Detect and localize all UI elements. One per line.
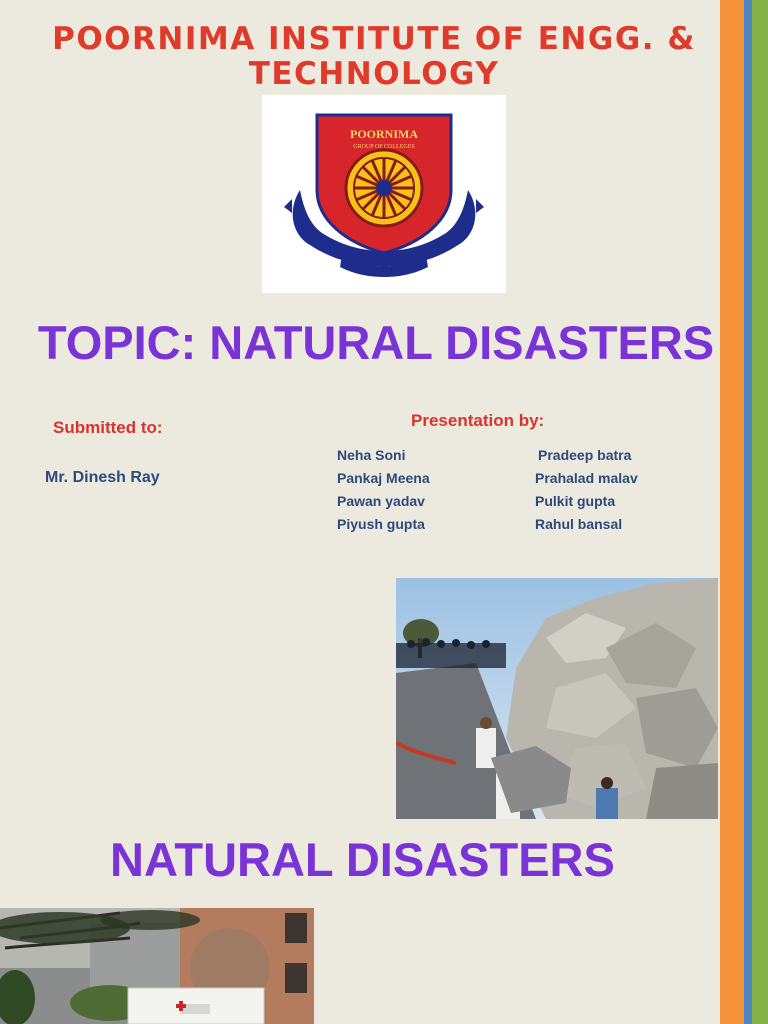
college-logo <box>262 95 506 293</box>
submitted-to-label: Submitted to: <box>53 418 163 437</box>
presenter-name: Piyush gupta <box>337 516 425 532</box>
decorative-side-stripes <box>720 0 768 1024</box>
submitted-to-name: Mr. Dinesh Ray <box>45 469 160 486</box>
topic-title: TOPIC: NATURAL DISASTERS <box>37 316 715 369</box>
presenter-name: Prahalad malav <box>535 470 638 486</box>
svg-text:POORNIMA: POORNIMA <box>350 127 418 141</box>
presentation-by-label: Presentation by: <box>411 411 545 430</box>
blue-stripe <box>744 0 752 1024</box>
section-title: NATURAL DISASTERS <box>110 833 615 886</box>
presenter-name: Rahul bansal <box>535 516 623 532</box>
institute-title: POORNIMA INSTITUTE OF ENGG. & TECHNOLOGY <box>52 21 696 92</box>
presenter-name: Pankaj Meena <box>337 470 430 486</box>
green-stripe <box>752 0 768 1024</box>
disaster-relief-truck-photo <box>0 908 314 1024</box>
presenter-name: Pawan yadav <box>337 493 425 509</box>
svg-text:GROUP OF COLLEGES: GROUP OF COLLEGES <box>353 144 415 150</box>
earthquake-rubble-photo <box>396 578 718 819</box>
presenter-name: Neha Soni <box>337 447 406 463</box>
orange-stripe <box>720 0 744 1024</box>
presenter-name: Pulkit gupta <box>535 493 616 509</box>
presenter-name: Pradeep batra <box>538 447 632 463</box>
